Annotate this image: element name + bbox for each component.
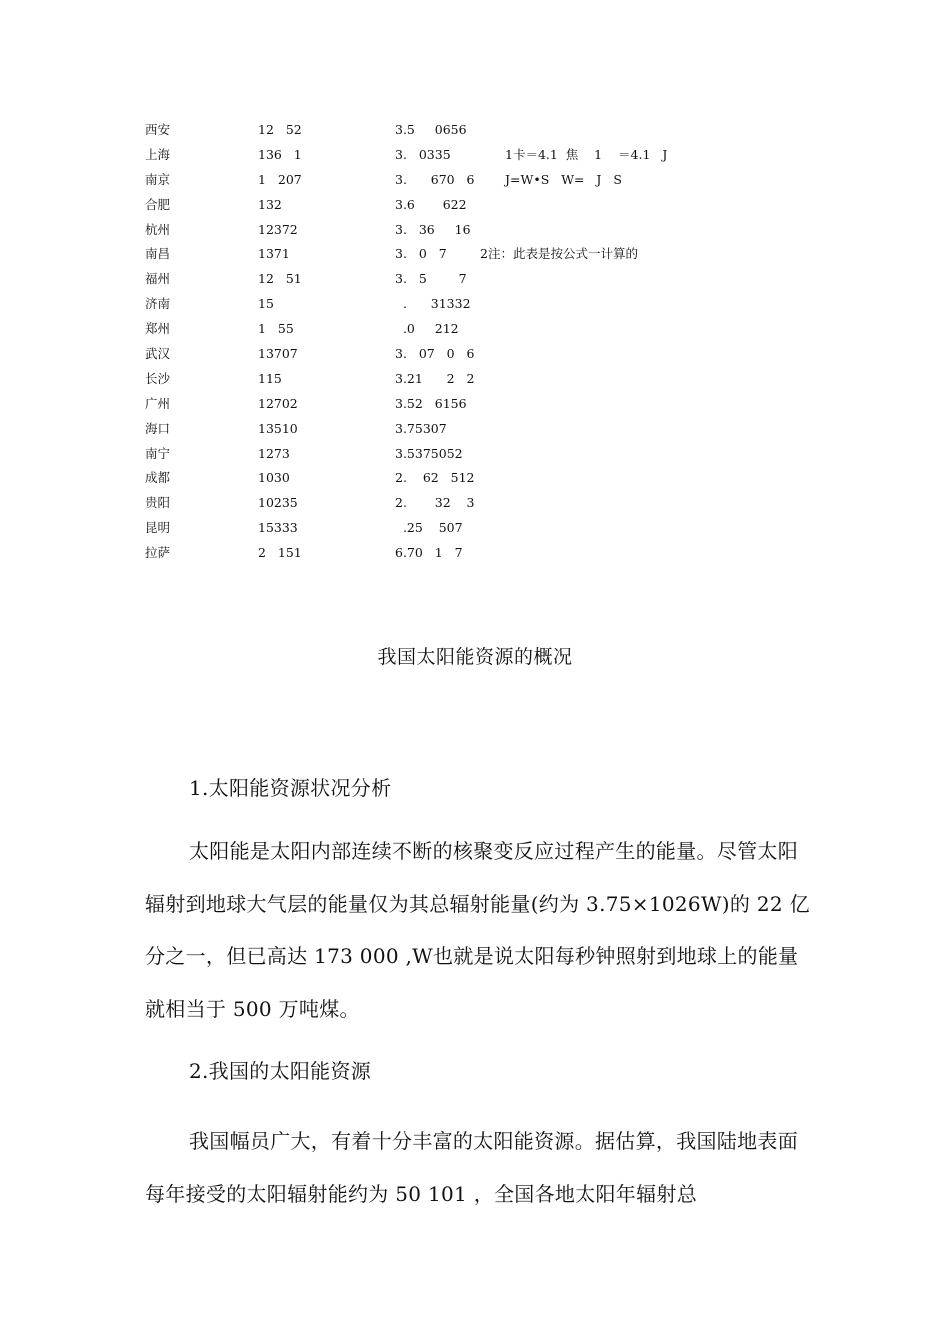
table-row bbox=[145, 367, 785, 392]
city-name: 合肥 bbox=[145, 196, 171, 212]
value-2: . 31332 bbox=[395, 296, 471, 312]
value-1: 1030 bbox=[258, 470, 290, 486]
value-1: 15333 bbox=[258, 520, 298, 536]
table-row bbox=[145, 193, 785, 218]
value-2: 3. 0 7 bbox=[395, 246, 447, 262]
city-name: 昆明 bbox=[145, 520, 171, 536]
city-name: 杭州 bbox=[145, 221, 171, 237]
value-2: 3. 5 7 bbox=[395, 271, 467, 287]
value-1: 136 1 bbox=[258, 146, 302, 162]
table-row bbox=[145, 342, 785, 367]
value-2: .0 212 bbox=[395, 321, 459, 337]
city-name: 西安 bbox=[145, 122, 171, 137]
value-1: 12372 bbox=[258, 221, 298, 237]
table-row bbox=[145, 292, 785, 317]
city-name: 济南 bbox=[145, 296, 171, 312]
value-1: 1273 bbox=[258, 445, 290, 461]
table-note: 2注：此表是按公式一计算的 bbox=[480, 246, 638, 262]
table-note: J=W•S W= J S bbox=[505, 171, 622, 187]
value-1: 1371 bbox=[258, 246, 290, 262]
value-2: 3.21 2 2 bbox=[395, 370, 475, 386]
value-2: 3.52 6156 bbox=[395, 395, 467, 411]
value-1: 2 151 bbox=[258, 545, 302, 561]
value-2: 6.70 1 7 bbox=[395, 545, 463, 561]
value-1: 12702 bbox=[258, 395, 298, 411]
value-2: .25 507 bbox=[395, 520, 463, 536]
table-row bbox=[145, 218, 785, 243]
value-2: 3.75307 bbox=[395, 420, 447, 436]
heading-2: 2.我国的太阳能资源 bbox=[189, 1059, 372, 1083]
table-row bbox=[145, 143, 785, 168]
value-2: 3. 36 16 bbox=[395, 221, 471, 237]
table-note: 1卡＝4.1 焦 1 ＝4.1 J bbox=[505, 146, 668, 162]
city-name: 南京 bbox=[145, 171, 171, 187]
value-1: 1 55 bbox=[258, 321, 294, 337]
paragraph-1-text: 太阳能是太阳内部连续不断的核聚变反应过程产生的能量。尽管太阳辐射到地球大气层的能量仅为其总辐射能量(约为 3.75×1026W)的 22 亿分之一，但已高达 173 000 ,W也就是说太阳每秒钟照射到地球上的能量就相当于 500 万吨煤。 bbox=[145, 839, 810, 1021]
table-row bbox=[145, 267, 785, 292]
table-row bbox=[145, 516, 785, 541]
table-row bbox=[145, 317, 785, 342]
paragraph-1 bbox=[145, 825, 815, 1035]
city-name: 成都 bbox=[145, 470, 171, 486]
table-row bbox=[145, 417, 785, 442]
table-row bbox=[145, 491, 785, 516]
city-name: 拉萨 bbox=[145, 545, 171, 561]
city-name: 南昌 bbox=[145, 246, 171, 262]
value-2: 3. 670 6 bbox=[395, 171, 475, 187]
city-name: 海口 bbox=[145, 420, 171, 436]
table-row bbox=[145, 442, 785, 467]
value-1: 132 bbox=[258, 196, 282, 212]
heading-china-solar bbox=[145, 1045, 815, 1098]
city-name: 郑州 bbox=[145, 321, 171, 337]
city-name: 贵阳 bbox=[145, 495, 171, 511]
city-name: 广州 bbox=[145, 395, 171, 411]
value-1: 13707 bbox=[258, 346, 298, 362]
value-2: 2. 62 512 bbox=[395, 470, 475, 486]
value-1: 12 51 bbox=[258, 271, 302, 287]
value-2: 3. 0335 bbox=[395, 146, 451, 162]
value-2: 3.6 622 bbox=[395, 196, 467, 212]
city-name: 上海 bbox=[145, 146, 171, 162]
value-1: 1 207 bbox=[258, 171, 302, 187]
paragraph-2-text: 我国幅员广大，有着十分丰富的太阳能资源。据估算，我国陆地表面每年接受的太阳辐射能约为 50 101 ，全国各地太阳年辐射总 bbox=[145, 1129, 798, 1206]
value-1: 10235 bbox=[258, 495, 298, 511]
heading-solar-status bbox=[145, 762, 815, 815]
value-2: 3. 07 0 6 bbox=[395, 346, 475, 362]
city-name: 福州 bbox=[145, 271, 171, 287]
city-name: 武汉 bbox=[145, 346, 171, 362]
table-row bbox=[145, 466, 785, 491]
table-row bbox=[145, 118, 785, 143]
value-2: 3.5375052 bbox=[395, 445, 463, 461]
value-2: 3.5 0656 bbox=[395, 122, 467, 137]
table-row bbox=[145, 242, 785, 267]
table-row bbox=[145, 392, 785, 417]
value-1: 12 52 bbox=[258, 122, 302, 137]
city-data-table bbox=[145, 118, 785, 566]
value-1: 13510 bbox=[258, 420, 298, 436]
heading-1: 1.太阳能资源状况分析 bbox=[189, 776, 392, 800]
value-1: 15 bbox=[258, 296, 274, 312]
paragraph-2 bbox=[145, 1115, 815, 1220]
table-row bbox=[145, 168, 785, 193]
table-row bbox=[145, 541, 785, 566]
city-name: 南宁 bbox=[145, 445, 171, 461]
section-title: 我国太阳能资源的概况 bbox=[377, 646, 573, 668]
value-1: 115 bbox=[258, 370, 282, 386]
city-name: 长沙 bbox=[145, 370, 171, 386]
value-2: 2. 32 3 bbox=[395, 495, 475, 511]
